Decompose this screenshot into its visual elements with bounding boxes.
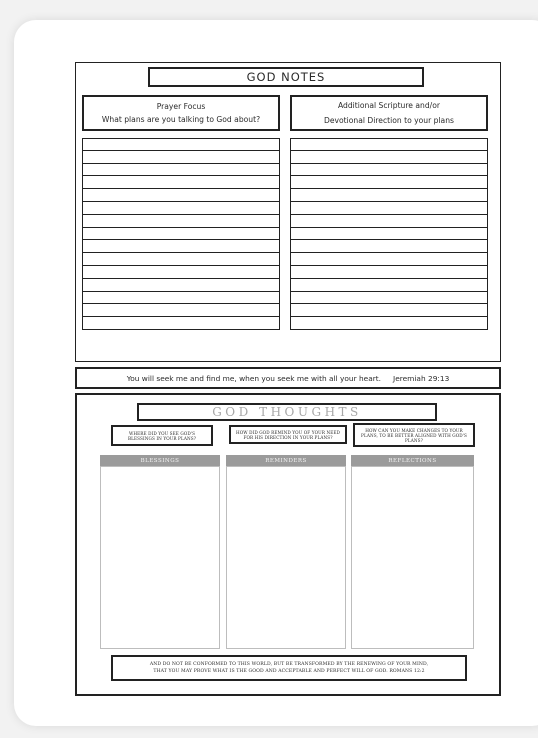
- reminders-column-header: REMINDERS: [226, 455, 346, 466]
- prayer-focus-lines[interactable]: [82, 138, 280, 330]
- writing-line[interactable]: [82, 253, 280, 266]
- writing-line[interactable]: [290, 202, 488, 215]
- romans-verse-box: [111, 655, 467, 681]
- writing-line[interactable]: [82, 138, 280, 151]
- writing-line[interactable]: [290, 151, 488, 164]
- god-thoughts-section: [75, 393, 501, 696]
- prayer-focus-question-text: What plans are you talking to God about?: [101, 115, 261, 124]
- prayer-focus-label: Prayer Focus: [156, 102, 206, 111]
- god-notes-title: GOD NOTES: [246, 70, 326, 84]
- writing-line[interactable]: [290, 164, 488, 177]
- writing-line[interactable]: [290, 317, 488, 330]
- writing-line[interactable]: [290, 253, 488, 266]
- writing-line[interactable]: [82, 202, 280, 215]
- god-thoughts-title: GOD THOUGHTS: [212, 405, 362, 419]
- verse-reference: Jeremiah 29:13: [393, 373, 450, 383]
- blessings-column[interactable]: [100, 466, 220, 649]
- writing-line[interactable]: [290, 215, 488, 228]
- romans-verse-line1: AND DO NOT BE CONFORMED TO THIS WORLD, BUT BE TRANSFORMED BY THE RENEWING OF YOUR MIND,: [149, 662, 429, 667]
- romans-verse-reference: ROMANS 12:2: [389, 669, 425, 674]
- god-thoughts-title-box: [137, 403, 437, 421]
- writing-line[interactable]: [82, 228, 280, 241]
- reminders-column[interactable]: [226, 466, 346, 649]
- verse-bar: [75, 367, 501, 389]
- additional-scripture-header: [290, 95, 488, 131]
- reflections-column-header: REFLECTIONS: [351, 455, 474, 466]
- god-notes-section: [75, 62, 501, 362]
- writing-line[interactable]: [290, 279, 488, 292]
- writing-line[interactable]: [82, 317, 280, 330]
- writing-line[interactable]: [290, 240, 488, 253]
- reflections-prompt: HOW CAN YOU MAKE CHANGES TO YOUR PLANS, TO BE BETTER ALIGNED WITH GOD'S PLANS?: [353, 423, 475, 447]
- writing-line[interactable]: [82, 266, 280, 279]
- prayer-focus-header: [82, 95, 280, 131]
- writing-line[interactable]: [82, 215, 280, 228]
- reminders-prompt: HOW DID GOD REMIND YOU OF YOUR NEED FOR HIS DIRECTION IN YOUR PLANS?: [229, 425, 347, 444]
- writing-line[interactable]: [82, 240, 280, 253]
- writing-line[interactable]: [290, 266, 488, 279]
- page-card: [14, 20, 538, 726]
- writing-line[interactable]: [290, 228, 488, 241]
- additional-scripture-label: Additional Scripture and/or: [337, 101, 441, 110]
- writing-line[interactable]: [290, 189, 488, 202]
- verse-text: You will seek me and find me, when you seek me with all your heart.: [126, 373, 382, 383]
- writing-line[interactable]: [290, 292, 488, 305]
- devotional-direction-label: Devotional Direction to your plans: [324, 116, 454, 125]
- writing-line[interactable]: [290, 138, 488, 151]
- writing-line[interactable]: [82, 189, 280, 202]
- writing-line[interactable]: [82, 279, 280, 292]
- blessings-column-header: BLESSINGS: [100, 455, 220, 466]
- writing-line[interactable]: [290, 304, 488, 317]
- writing-line[interactable]: [290, 176, 488, 189]
- scripture-lines[interactable]: [290, 138, 488, 330]
- writing-line[interactable]: [82, 164, 280, 177]
- romans-verse-line2: THAT YOU MAY PROVE WHAT IS THE GOOD AND ACCEPTABLE AND PERFECT WILL OF GOD.: [153, 669, 388, 674]
- blessings-prompt: WHERE DID YOU SEE GOD'S BLESSINGS IN YOUR PLANS?: [111, 425, 213, 446]
- writing-line[interactable]: [82, 304, 280, 317]
- writing-line[interactable]: [82, 176, 280, 189]
- writing-line[interactable]: [82, 292, 280, 305]
- writing-line[interactable]: [82, 151, 280, 164]
- reflections-column[interactable]: [351, 466, 474, 649]
- god-notes-title-box: [148, 67, 424, 87]
